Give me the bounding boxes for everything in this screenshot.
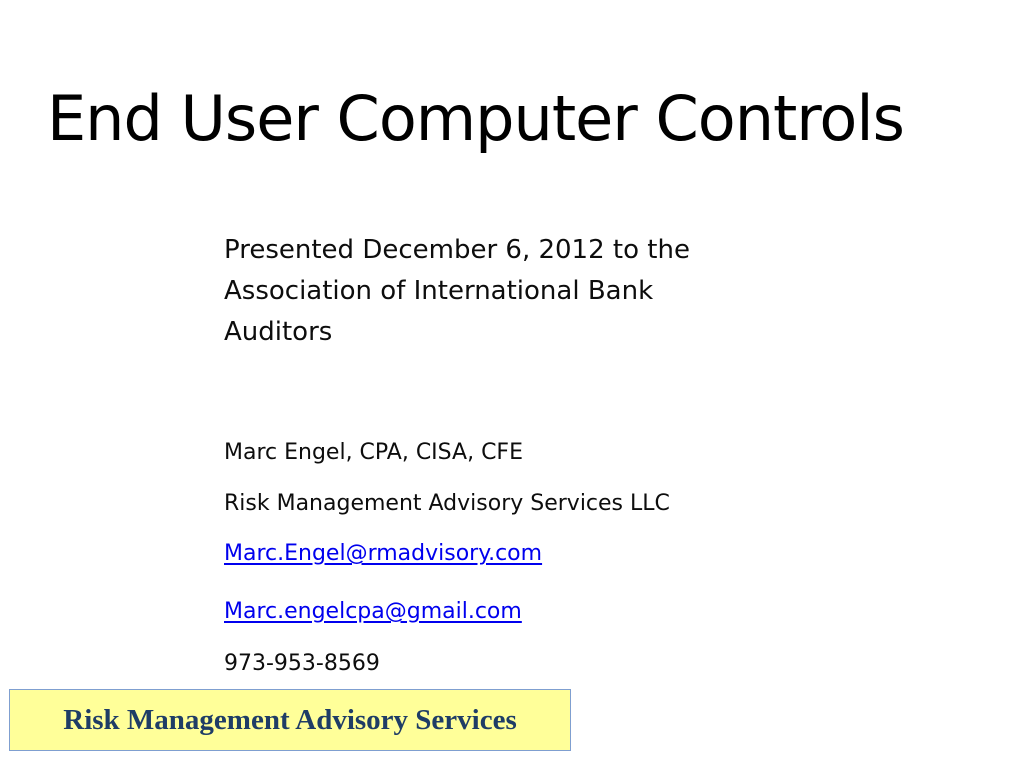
presentation-subtitle: Presented December 6, 2012 to the Association of International Bank Auditors — [224, 235, 690, 347]
phone-number: 973-953-8569 — [224, 651, 380, 676]
work-email-link[interactable]: Marc.Engel@rmadvisory.com — [224, 541, 543, 566]
company-name: Risk Management Advisory Services LLC — [224, 491, 670, 516]
presenter-name: Marc Engel, CPA, CISA, CFE — [224, 440, 523, 465]
footer-banner — [9, 689, 571, 751]
personal-email-link[interactable]: Marc.engelcpa@gmail.com — [224, 599, 522, 624]
footer-label: Risk Management Advisory Services — [63, 703, 517, 736]
slide-title: End User Computer Controls — [47, 82, 904, 155]
